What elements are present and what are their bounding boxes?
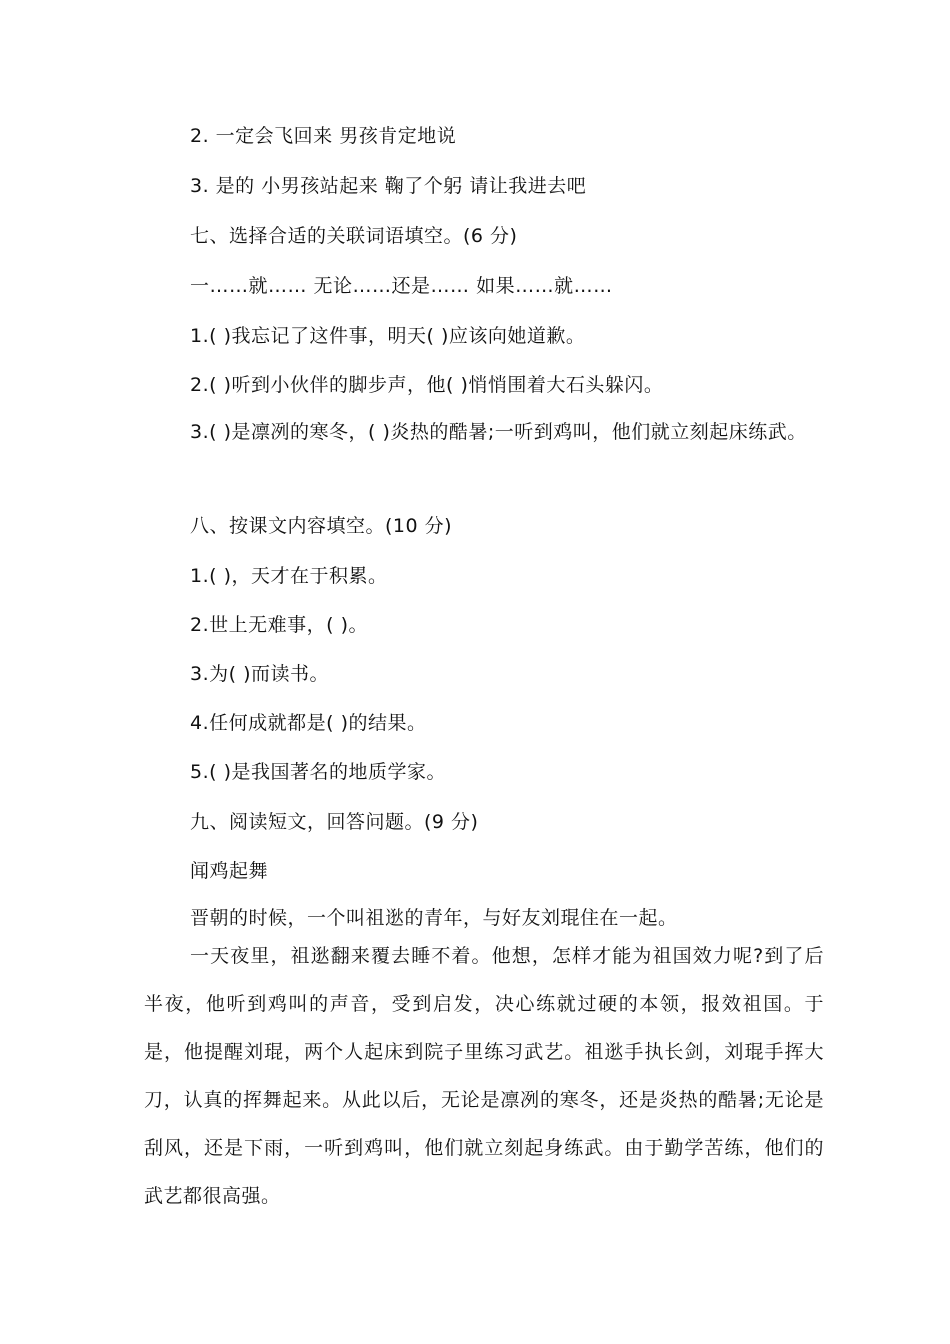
- question-7-2: 2.( )听到小伙伴的脚步声，他( )悄悄围着大石头躲闪。: [190, 374, 664, 396]
- question-8-2: 2.世上无难事，( )。: [190, 614, 368, 636]
- question-8-4: 4.任何成就都是( )的结果。: [190, 712, 427, 734]
- section-7-heading: 七、选择合适的关联词语填空。(6 分): [190, 225, 518, 247]
- question-7-1: 1.( )我忘记了这件事，明天( )应该向她道歉。: [190, 325, 586, 347]
- question-8-3: 3.为( )而读书。: [190, 663, 329, 685]
- section-8-heading: 八、按课文内容填空。(10 分): [190, 515, 453, 537]
- answer-line-3: 3. 是的 小男孩站起来 鞠了个躬 请让我进去吧: [190, 175, 587, 197]
- passage-paragraph-2: 一天夜里，祖逖翻来覆去睡不着。他想，怎样才能为祖国效力呢?到了后半夜，他听到鸡叫的声音，受到启发，决心练就过硬的本领，报效祖国。于是，他提醒刘琨，两个人起床到院子里练习武艺。祖逖手执长剑，刘琨手挥大刀，认真的挥舞起来。从此以后，无论是凛冽的寒冬，还是炎热的酷暑;无论是刮风，还是下雨，一听到鸡叫，他们就立刻起身练武。由于勤学苦练，他们的武艺都很高强。: [144, 945, 824, 1207]
- passage-title: 闻鸡起舞: [190, 860, 269, 882]
- answer-line-2: 2. 一定会飞回来 男孩肯定地说: [190, 125, 457, 147]
- question-8-5: 5.( )是我国著名的地质学家。: [190, 761, 446, 783]
- conjunction-options: 一……就…… 无论……还是…… 如果……就……: [190, 275, 613, 297]
- question-8-1: 1.( )，天才在于积累。: [190, 565, 388, 587]
- passage-paragraph-1: 晋朝的时候，一个叫祖逖的青年，与好友刘琨住在一起。: [190, 907, 678, 929]
- question-7-3: 3.( )是凛冽的寒冬，( )炎热的酷暑;一听到鸡叫，他们就立刻起床练武。: [190, 421, 807, 443]
- section-9-heading: 九、阅读短文，回答问题。(9 分): [190, 811, 479, 833]
